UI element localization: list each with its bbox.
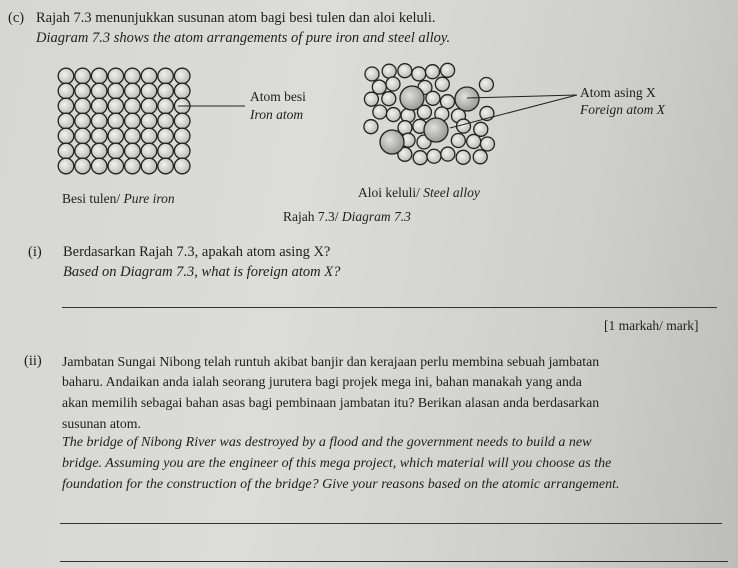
part-ii-ms-line: Jambatan Sungai Nibong telah runtuh akibat banjir dan kerajaan perlu membina sebuah jambatan — [62, 354, 600, 369]
iron-atom — [141, 113, 157, 129]
part-ii-en-line: foundation for the construction of the bridge? Give your reasons based on the atomic arrangement. — [62, 477, 620, 492]
iron-atom — [58, 98, 74, 114]
part-ii-ms-line: susunan atom. — [62, 416, 141, 431]
foreign-atom-label-en: Foreign atom X — [580, 102, 665, 117]
iron-atom — [141, 98, 157, 114]
foreign-atom-label-ms: Atom asing X — [580, 85, 656, 100]
iron-atom — [158, 158, 174, 174]
leader-line — [467, 95, 577, 98]
iron-atom — [108, 68, 124, 84]
iron-atom — [75, 68, 91, 84]
iron-atom — [456, 150, 470, 164]
iron-atom — [91, 98, 107, 114]
iron-atom — [125, 98, 141, 114]
answer-line[interactable] — [60, 561, 728, 562]
iron-atom — [158, 68, 174, 84]
iron-atom — [427, 149, 441, 163]
iron-atom — [158, 128, 174, 144]
iron-atom — [158, 98, 174, 114]
marks-label: [1 markah/ mark] — [604, 318, 699, 333]
iron-atom — [364, 120, 378, 134]
iron-atom — [365, 67, 379, 81]
answer-line[interactable] — [60, 523, 722, 524]
iron-atom — [398, 64, 412, 78]
iron-atom — [108, 158, 124, 174]
iron-atom — [174, 128, 190, 144]
iron-atom — [467, 134, 481, 148]
intro-en: Diagram 7.3 shows the atom arrangements of pure iron and steel alloy. — [36, 30, 451, 46]
part-i-en: Based on Diagram 7.3, what is foreign atom X? — [63, 264, 341, 280]
foreign-atom-x — [455, 87, 479, 111]
iron-atom — [158, 113, 174, 129]
iron-atom — [125, 113, 141, 129]
iron-atom — [58, 68, 74, 84]
pure-iron-caption: Besi tulen/ Pure iron — [62, 191, 175, 206]
iron-atom — [91, 83, 107, 99]
iron-atom — [108, 83, 124, 99]
iron-atom — [75, 113, 91, 129]
part-ii-label: (ii) — [24, 353, 42, 369]
iron-atom — [91, 143, 107, 159]
iron-atom — [158, 83, 174, 99]
iron-atom — [174, 143, 190, 159]
iron-atom — [174, 158, 190, 174]
iron-atom — [480, 137, 494, 151]
iron-atom — [473, 150, 487, 164]
iron-atom — [386, 77, 400, 91]
iron-atom — [373, 105, 387, 119]
iron-atom — [425, 65, 439, 79]
iron-atom — [141, 68, 157, 84]
iron-atom — [141, 158, 157, 174]
iron-atom — [441, 147, 455, 161]
iron-atom — [58, 83, 74, 99]
intro-ms: Rajah 7.3 menunjukkan susunan atom bagi besi tulen dan aloi keluli. — [36, 10, 436, 26]
part-ii-ms-line: baharu. Andaikan anda ialah seorang jurutera bagi projek mega ini, bahan manakah yang anda — [62, 374, 582, 389]
iron-atom — [75, 158, 91, 174]
foreign-atom-x — [424, 118, 448, 142]
diagram-title: Rajah 7.3/ Diagram 7.3 — [283, 209, 411, 224]
iron-atom — [141, 128, 157, 144]
iron-atom — [108, 143, 124, 159]
foreign-atom-x — [380, 130, 404, 154]
iron-atom — [174, 83, 190, 99]
iron-atom — [479, 77, 493, 91]
iron-atom — [125, 128, 141, 144]
iron-atom — [58, 128, 74, 144]
iron-atom — [58, 143, 74, 159]
iron-atom — [372, 80, 386, 94]
iron-atom — [91, 68, 107, 84]
iron-atom — [75, 143, 91, 159]
part-i-ms: Berdasarkan Rajah 7.3, apakah atom asing X? — [63, 244, 331, 260]
iron-atom — [426, 91, 440, 105]
iron-atom — [125, 158, 141, 174]
iron-atom-label-ms: Atom besi — [250, 89, 306, 104]
iron-atom — [158, 143, 174, 159]
part-i-label: (i) — [28, 244, 42, 260]
foreign-atom-x — [400, 86, 424, 110]
iron-atom — [174, 113, 190, 129]
iron-atom — [91, 113, 107, 129]
part-ii-en-line: The bridge of Nibong River was destroyed by a flood and the government needs to build a new — [62, 435, 592, 450]
iron-atom — [435, 77, 449, 91]
iron-atom — [125, 68, 141, 84]
iron-atom — [441, 63, 455, 77]
iron-atom — [382, 92, 396, 106]
iron-atom — [125, 83, 141, 99]
iron-atom — [75, 98, 91, 114]
iron-atom — [75, 128, 91, 144]
iron-atom — [108, 128, 124, 144]
iron-atom — [364, 92, 378, 106]
iron-atom — [125, 143, 141, 159]
iron-atom — [451, 133, 465, 147]
iron-atom — [58, 158, 74, 174]
answer-line[interactable] — [62, 307, 717, 308]
iron-atom — [386, 108, 400, 122]
iron-atom — [75, 83, 91, 99]
iron-atom — [58, 113, 74, 129]
iron-atom — [141, 83, 157, 99]
iron-atom — [382, 64, 396, 78]
iron-atom — [413, 151, 427, 165]
iron-atom — [141, 143, 157, 159]
iron-atom-label-en: Iron atom — [250, 107, 304, 122]
iron-atom — [108, 113, 124, 129]
question-label: (c) — [8, 10, 25, 26]
steel-alloy-caption: Aloi keluli/ Steel alloy — [358, 185, 480, 200]
iron-atom — [174, 68, 190, 84]
iron-atom — [108, 98, 124, 114]
iron-atom — [91, 128, 107, 144]
part-ii-en-line: bridge. Assuming you are the engineer of this mega project, which material will you choose as the — [62, 456, 612, 471]
part-ii-ms-line: akan memilih sebagai bahan asas bagi pembinaan jambatan itu? Berikan alasan anda berdasarkan — [62, 395, 600, 410]
iron-atom — [91, 158, 107, 174]
iron-atom — [412, 67, 426, 81]
